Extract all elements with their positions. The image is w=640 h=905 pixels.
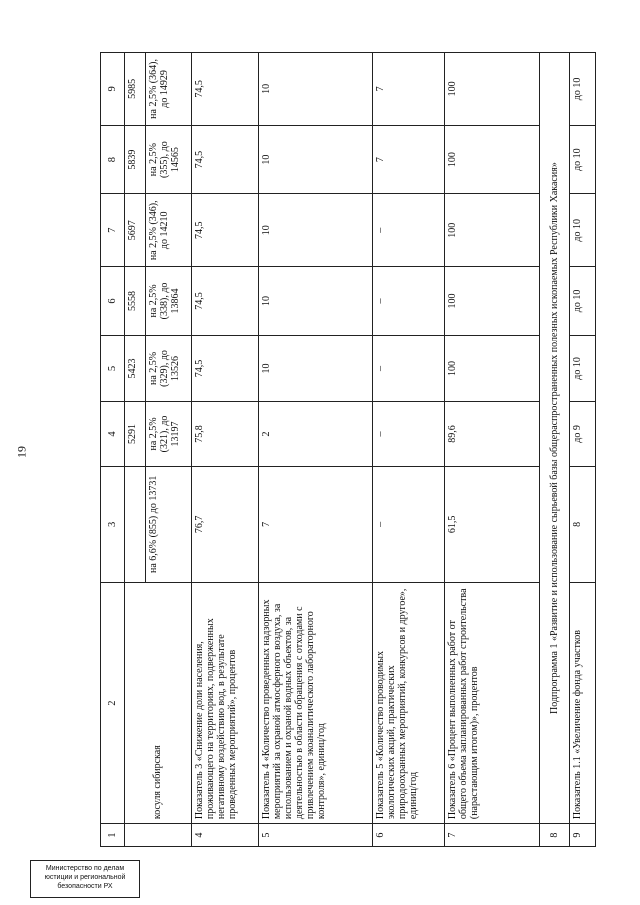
header-cell: 2: [101, 583, 125, 824]
value-cell: 76,7: [191, 466, 258, 582]
value-cell: 10: [258, 267, 373, 336]
header-cell: 8: [101, 125, 125, 194]
value-cell: 74,5: [191, 53, 258, 126]
value-cell: 61,5: [444, 466, 539, 582]
stamp-line: безопасности РХ: [57, 883, 113, 890]
table-row: [124, 53, 146, 847]
value-cell: 5558: [124, 267, 146, 336]
value-cell: 100: [444, 53, 539, 126]
value-cell: на 2,5% (364), до 14929: [146, 53, 191, 126]
row-number: 8: [539, 824, 569, 847]
value-cell: на 2,5% (338), до 13864: [146, 267, 191, 336]
value-cell: 5291: [124, 402, 146, 466]
value-cell: 5423: [124, 335, 146, 402]
value-cell: 10: [258, 125, 373, 194]
table-row: [570, 53, 596, 847]
indicator-name: косуля сибирская: [124, 583, 191, 824]
indicator-name: Показатель 5 «Количество проводимых экологических акций, практических природоохранных мероприятий, конкурсов и другое», единиц/год: [373, 583, 444, 824]
value-cell: 74,5: [191, 125, 258, 194]
stamp-line: юстиции и региональной: [44, 874, 126, 881]
rotated-table-container: [100, 52, 596, 847]
value-cell: на 6,6% (855) до 13731: [146, 466, 191, 582]
row-number: 5: [258, 824, 373, 847]
header-cell: 4: [101, 402, 125, 466]
table-row: [539, 53, 569, 847]
value-cell: 74,5: [191, 335, 258, 402]
table-row: [258, 53, 373, 847]
value-cell: [124, 466, 146, 582]
header-cell: 3: [101, 466, 125, 582]
value-cell: –: [373, 402, 444, 466]
value-cell: 5985: [124, 53, 146, 126]
indicator-name: Показатель 1.1 «Увеличение фонда участков: [570, 583, 596, 824]
value-cell: до 9: [570, 402, 596, 466]
value-cell: 10: [258, 335, 373, 402]
row-number: 6: [373, 824, 444, 847]
value-cell: 5697: [124, 194, 146, 267]
value-cell: 5839: [124, 125, 146, 194]
subprogram-title: Подпрограмма 1 «Развитие и использование сырьевой базы общераспространенных полезных ископаемых Республики Хакасия»: [539, 53, 569, 824]
value-cell: до 10: [570, 335, 596, 402]
value-cell: на 2,5% (321), до 13197: [146, 402, 191, 466]
value-cell: 89,6: [444, 402, 539, 466]
indicator-name: Показатель 3 «Снижение доли населения, проживающего на территориях, подверженных негативному воздействию вод, в результате проведенных мероприятий», процентов: [191, 583, 258, 824]
value-cell: 7: [373, 125, 444, 194]
value-cell: до 10: [570, 53, 596, 126]
header-row: [101, 53, 125, 847]
ministry-stamp: [30, 860, 140, 898]
value-cell: –: [373, 194, 444, 267]
value-cell: 7: [258, 466, 373, 582]
stamp-line: Министерство по делам: [45, 865, 125, 872]
header-cell: 1: [101, 824, 125, 847]
indicator-name: Показатель 4 «Количество проведенных надзорных мероприятий за охраной атмосферного воздуха, за использованием и охраной водных объектов, за деятельностью в области обращения с отходами с привлечением экоаналитического лабораторного контроля», единиц/год: [258, 583, 373, 824]
value-cell: до 10: [570, 125, 596, 194]
value-cell: 2: [258, 402, 373, 466]
value-cell: 100: [444, 194, 539, 267]
value-cell: на 2,5% (355), до 14565: [146, 125, 191, 194]
header-cell: 7: [101, 194, 125, 267]
value-cell: 10: [258, 53, 373, 126]
value-cell: 100: [444, 335, 539, 402]
table-row: [373, 53, 444, 847]
header-cell: 5: [101, 335, 125, 402]
value-cell: 100: [444, 267, 539, 336]
value-cell: до 10: [570, 267, 596, 336]
page-number: 19: [14, 446, 29, 458]
row-number: 4: [191, 824, 258, 847]
value-cell: 74,5: [191, 194, 258, 267]
value-cell: 100: [444, 125, 539, 194]
value-cell: на 2,5% (346), до 14210: [146, 194, 191, 267]
header-cell: 6: [101, 267, 125, 336]
indicators-table: [100, 52, 596, 847]
indicator-name: Показатель 6 «Процент выполненных работ от общего объема запланированных работ строительства (нарастающим итогом)», процентов: [444, 583, 539, 824]
value-cell: 7: [373, 53, 444, 126]
value-cell: 8: [570, 466, 596, 582]
value-cell: 75,8: [191, 402, 258, 466]
table-row: [191, 53, 258, 847]
table-row: [444, 53, 539, 847]
value-cell: –: [373, 267, 444, 336]
row-number: 7: [444, 824, 539, 847]
value-cell: –: [373, 466, 444, 582]
value-cell: –: [373, 335, 444, 402]
header-cell: 9: [101, 53, 125, 126]
row-number: 9: [570, 824, 596, 847]
value-cell: 10: [258, 194, 373, 267]
value-cell: на 2,5% (329), до 13526: [146, 335, 191, 402]
row-number: [124, 824, 191, 847]
value-cell: до 10: [570, 194, 596, 267]
value-cell: 74,5: [191, 267, 258, 336]
